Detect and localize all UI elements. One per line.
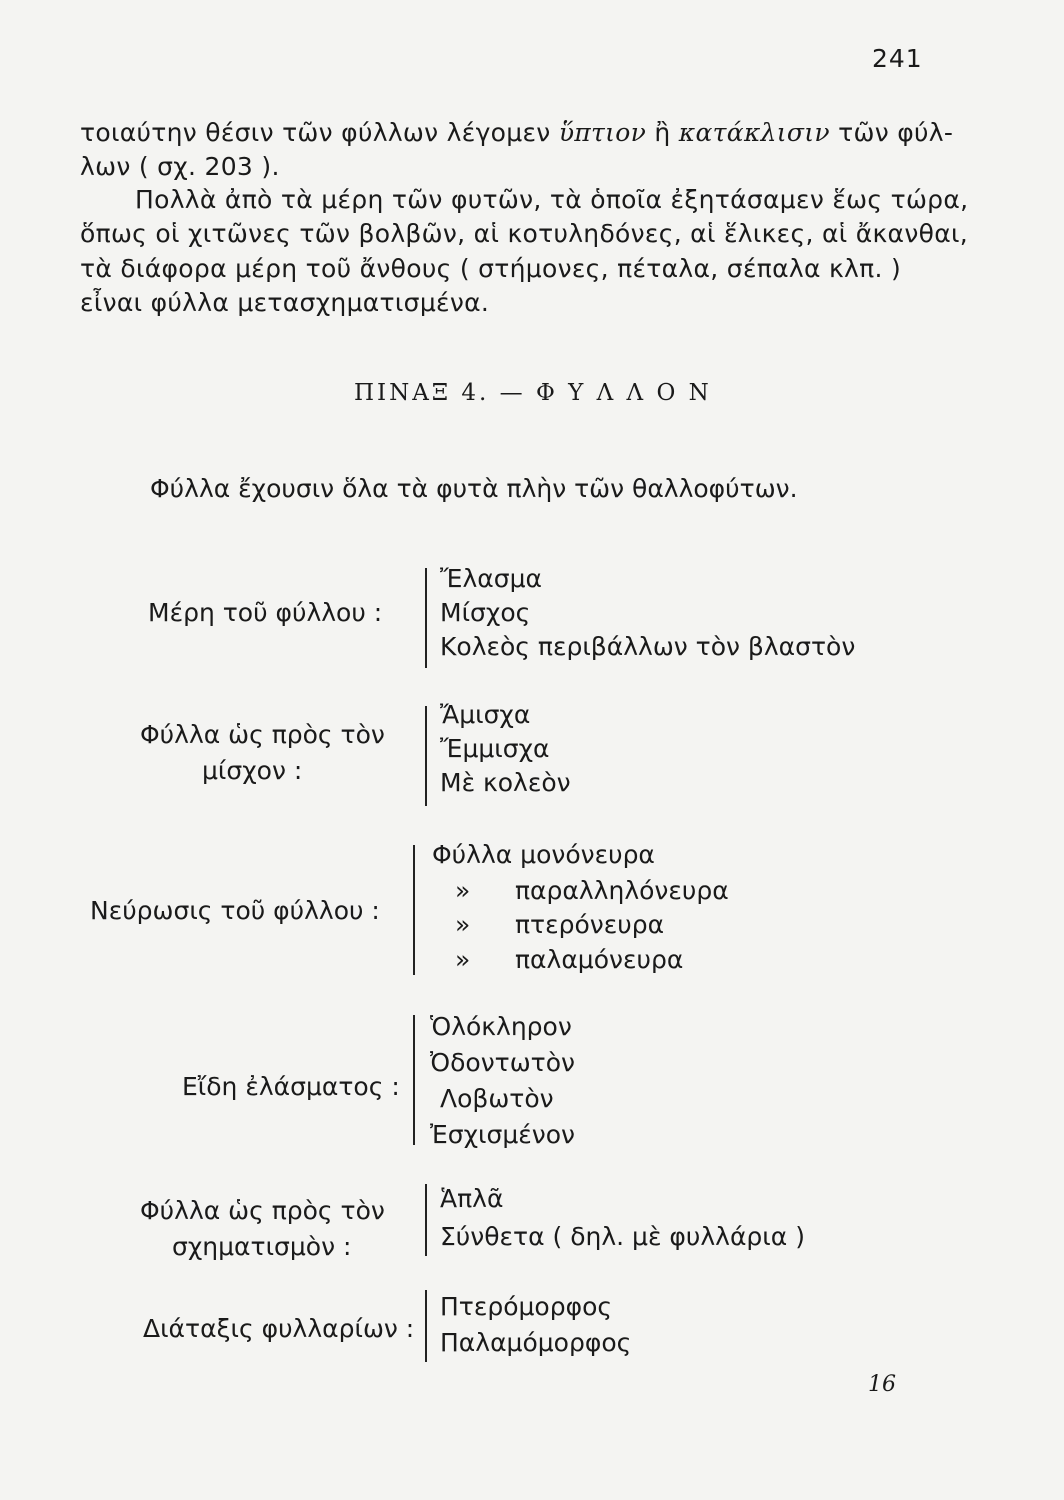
leaflets-item: Πτερόμορφος: [440, 1292, 613, 1321]
paragraph-2-line-2: ὅπως οἱ χιτῶνες τῶν βολβῶν, αἱ κοτυληδόνες, αἱ ἕλικες, αἱ ἄκανθαι,: [80, 219, 968, 248]
venation-label: Νεύρωσις τοῦ φύλλου :: [90, 896, 380, 925]
paragraph-2-line-3: τὰ διάφορα μέρη τοῦ ἄνθους ( στήμονες, πέταλα, σέπαλα κλπ. ): [80, 254, 902, 283]
form-item: Σύνθετα ( δηλ. μὲ φυλλάρια ): [440, 1222, 805, 1251]
form-label-line-1: Φύλλα ὡς πρὸς τὸν: [140, 1196, 385, 1225]
paragraph-1-line-1: τοιαύτην θέσιν τῶν φύλλων λέγομεν ὕπτιον ἢ κατάκλισιν τῶν φύλ-: [80, 118, 954, 147]
paragraph-1-line-2: λων ( σχ. 203 ).: [80, 152, 280, 181]
petiole-brace: [425, 706, 427, 806]
form-label-line-2: σχηματισμὸν :: [172, 1232, 352, 1261]
leaflets-brace: [425, 1290, 427, 1362]
parts-brace: [425, 568, 427, 668]
parts-label: Μέρη τοῦ φύλλου :: [148, 598, 383, 627]
petiole-label-line-1: Φύλλα ὡς πρὸς τὸν: [140, 720, 385, 749]
blade-label: Εἴδη ἐλάσματος :: [182, 1072, 400, 1101]
venation-item: » παλαμόνευρα: [455, 945, 684, 974]
leaflets-label: Διάταξις φυλλαρίων :: [143, 1314, 415, 1343]
petiole-item: Μὲ κολεὸν: [440, 768, 571, 797]
paragraph-2-line-4: εἶναι φύλλα μετασχηματισμένα.: [80, 288, 490, 317]
term-hyption: ὕπτιον: [558, 118, 647, 147]
paragraph-2-line-1: Πολλὰ ἀπὸ τὰ μέρη τῶν φυτῶν, τὰ ὁποῖα ἐξητάσαμεν ἕως τώρα,: [135, 185, 969, 214]
petiole-label-line-2: μίσχον :: [202, 756, 303, 785]
venation-item: » πτερόνευρα: [455, 910, 665, 939]
venation-item: Φύλλα μονόνευρα: [432, 840, 655, 869]
form-item: Ἁπλᾶ: [440, 1184, 504, 1213]
venation-item: » παραλληλόνευρα: [455, 876, 729, 905]
parts-item: Κολεὸς περιβάλλων τὸν βλαστὸν: [440, 632, 856, 661]
blade-item: Ὁλόκληρον: [430, 1012, 572, 1041]
table-intro: Φύλλα ἔχουσιν ὅλα τὰ φυτὰ πλὴν τῶν θαλλοφύτων.: [150, 474, 798, 503]
petiole-item: Ἔμμισχα: [440, 734, 550, 763]
parts-item: Ἔλασμα: [440, 564, 542, 593]
blade-item: Ἐσχισμένον: [430, 1120, 576, 1149]
petiole-item: Ἄμισχα: [440, 700, 531, 729]
page-number: 241: [872, 44, 923, 73]
parts-item: Μίσχος: [440, 598, 531, 627]
table-title: ΠΙΝΑΞ 4. — Φ Υ Λ Λ Ο Ν: [354, 380, 712, 406]
venation-brace: [413, 845, 415, 975]
term-kataklisin: κατάκλισιν: [678, 118, 830, 147]
signature-mark: 16: [868, 1372, 896, 1397]
form-brace: [425, 1184, 427, 1256]
leaflets-item: Παλαμόμορφος: [440, 1328, 632, 1357]
blade-brace: [413, 1015, 415, 1145]
blade-item: Λοβωτὸν: [440, 1084, 554, 1113]
blade-item: Ὀδοντωτὸν: [430, 1048, 575, 1077]
